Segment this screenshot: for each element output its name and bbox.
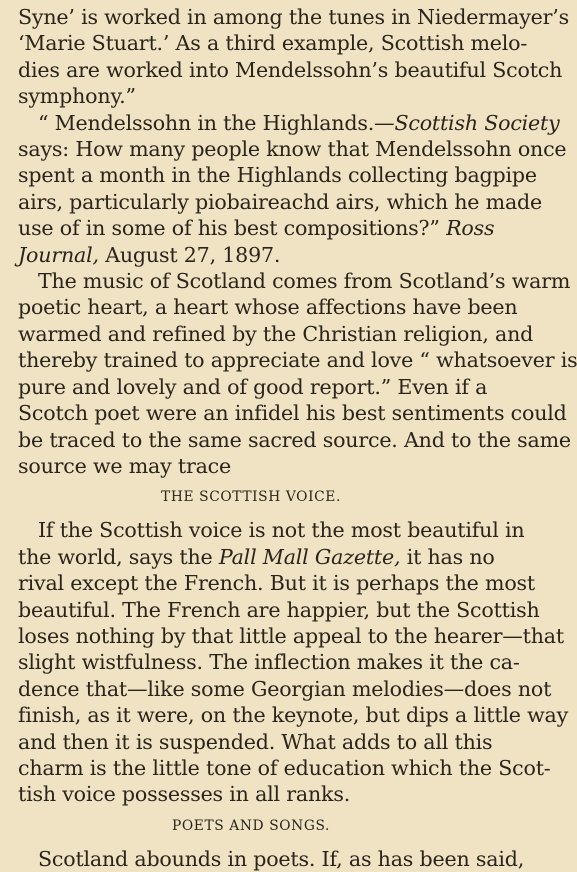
text-line: Scotland abounds in poets. If, as has been said, (38, 846, 525, 871)
text-line: and then it is suspended. What adds to all this (18, 729, 493, 754)
text-line: loses nothing by that little appeal to the hearer—that (18, 623, 564, 648)
text-run: the world, says the (18, 544, 219, 569)
text-line: dence that—like some Georgian melodies—does not (18, 676, 552, 701)
text-line: tish voice possesses in all ranks. (18, 782, 351, 807)
text-line: source we may trace (18, 453, 232, 478)
text-line: thereby trained to appreciate and love “ whatsoever is (18, 348, 577, 373)
text-run: August 27, 1897. (98, 242, 281, 267)
text-line: Scotch poet were an infidel his best sentiments could (18, 401, 567, 426)
text-line: beautiful. The French are happier, but the Scottish (18, 597, 540, 622)
text-line: finish, as it were, on the keynote, but dips a little way (18, 703, 569, 728)
paragraph-scottish-voice (18, 517, 569, 807)
text-run: it has no (400, 544, 495, 569)
text-line: pure and lovely and of good report.” Even if a (18, 374, 488, 399)
publication-name: Scottish Society (394, 110, 560, 135)
publication-name: Ross (446, 216, 495, 241)
text-run: use of in some of his best compositions?” (18, 216, 440, 241)
text-line (18, 242, 484, 268)
text-line: dies are worked into Mendelssohn’s beautiful Scotch (18, 57, 563, 82)
text-line: rival except the French. But it is perhaps the most (18, 571, 535, 596)
text-line: says: How many people know that Mendelssohn once (18, 137, 567, 162)
text-line: be traced to the same sacred source. And to the same (18, 427, 571, 452)
text-line (18, 544, 495, 570)
text-line: airs, particularly piobaireachd airs, which he made (18, 189, 543, 214)
publication-name: Journal, (18, 242, 99, 267)
text-line: The music of Scotland comes from Scotland’s warm (38, 269, 571, 294)
paragraph-music-of-scotland (18, 268, 577, 479)
text-line (18, 110, 560, 136)
text-run: “ Mendelssohn in the Highlands.— (38, 110, 395, 135)
paragraph-mendelssohn-tunes (18, 4, 570, 110)
text-line: ‘Marie Stuart.’ As a third example, Scottish melo- (18, 31, 528, 56)
text-line: warmed and refined by the Christian religion, and (18, 321, 534, 346)
text-line: poetic heart, a heart whose affections have been (18, 295, 518, 320)
publication-name: Pall Mall Gazette, (218, 544, 401, 569)
paragraph-poets (18, 846, 525, 872)
text-line: symphony.” (18, 84, 136, 109)
text-line (18, 215, 495, 241)
text-line: spent a month in the Highlands collecting bagpipe (18, 163, 537, 188)
text-line: If the Scottish voice is not the most beautiful in (38, 518, 525, 543)
text-line: Syne’ is worked in among the tunes in Niedermayer’s (18, 5, 570, 29)
section-heading-scottish-voice: THE SCOTTISH VOICE. (161, 489, 341, 506)
section-heading-poets-and-songs: POETS AND SONGS. (172, 817, 330, 834)
text-line: charm is the little tone of education which the Scot- (18, 755, 551, 780)
paragraph-mendelssohn-highlands (18, 110, 567, 268)
text-line: slight wistfulness. The inflection makes it the ca- (18, 650, 520, 675)
